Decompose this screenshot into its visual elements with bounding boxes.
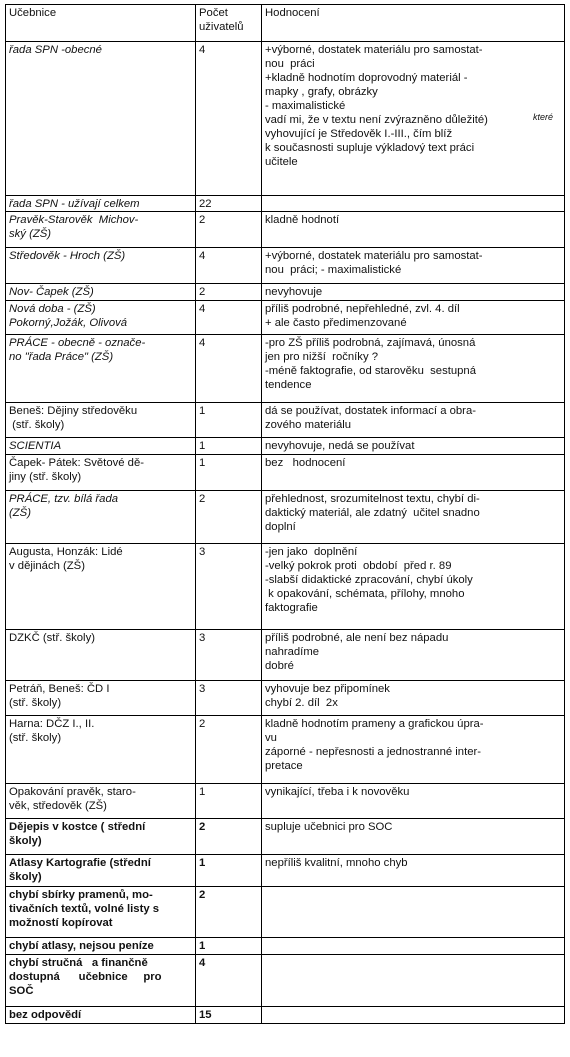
users-count-cell bbox=[196, 455, 262, 491]
rating-line: -velký pokrok proti období před r. 89 bbox=[265, 560, 452, 572]
users-count: 4 bbox=[199, 337, 206, 349]
users-count: 15 bbox=[199, 1009, 212, 1021]
users-count: 2 bbox=[199, 493, 206, 505]
table-row bbox=[6, 491, 565, 544]
users-count: 1 bbox=[199, 440, 206, 452]
rating-cell bbox=[262, 196, 565, 212]
users-count-cell bbox=[196, 819, 262, 855]
rating-cell bbox=[262, 716, 565, 784]
rating-line: -slabší didaktické zpracování, chybí úkoly bbox=[265, 574, 473, 586]
textbook-cell bbox=[6, 887, 196, 938]
textbook-cell bbox=[6, 196, 196, 212]
rating-line: +výborné, dostatek materiálu pro samostat- bbox=[265, 250, 483, 262]
textbook-line: dostupná učebnice pro bbox=[9, 971, 162, 983]
table-row bbox=[6, 438, 565, 455]
textbook-line: Augusta, Honzák: Lidé bbox=[9, 546, 123, 558]
table-row bbox=[6, 284, 565, 301]
rating-cell bbox=[262, 855, 565, 887]
rating-cell bbox=[262, 335, 565, 403]
rating-cell bbox=[262, 887, 565, 938]
textbook-cell bbox=[6, 212, 196, 248]
textbook-cell bbox=[6, 819, 196, 855]
table-row bbox=[6, 819, 565, 855]
rating-line: k současnosti supluje výkladový text práci bbox=[265, 142, 475, 154]
users-count-cell bbox=[196, 403, 262, 438]
handwritten-note: které bbox=[532, 112, 553, 122]
rating-line: supluje učebnici pro SOC bbox=[265, 821, 393, 833]
rating-line: faktografie bbox=[265, 602, 318, 614]
users-count: 4 bbox=[199, 957, 206, 969]
textbook-cell bbox=[6, 784, 196, 819]
rating-cell bbox=[262, 1007, 565, 1024]
table-row bbox=[6, 716, 565, 784]
rating-line: zového materiálu bbox=[265, 419, 352, 431]
users-count: 4 bbox=[199, 44, 206, 56]
rating-cell bbox=[262, 248, 565, 284]
textbook-line: SCIENTIA bbox=[9, 440, 62, 452]
rating-line: učitele bbox=[265, 156, 298, 168]
textbook-line: PRÁCE - obecně - označe- bbox=[9, 337, 146, 349]
textbook-cell bbox=[6, 438, 196, 455]
users-count: 2 bbox=[199, 718, 206, 730]
users-count-cell bbox=[196, 42, 262, 196]
users-count-cell bbox=[196, 284, 262, 301]
rating-line: dá se používat, dostatek informací a obra- bbox=[265, 405, 476, 417]
textbook-line: Středověk - Hroch (ZŠ) bbox=[9, 250, 126, 262]
textbook-cell bbox=[6, 455, 196, 491]
users-count-cell bbox=[196, 887, 262, 938]
rating-line: vadí mi, že v textu není zvýrazněno důležité) bbox=[265, 114, 488, 126]
textbook-line: Pokorný,Jožák, Olivová bbox=[9, 317, 128, 329]
table-row bbox=[6, 887, 565, 938]
users-count: 2 bbox=[199, 889, 206, 901]
table-body bbox=[6, 42, 565, 1024]
rating-line: nou práci bbox=[265, 58, 315, 70]
rating-line: záporné - nepřesnosti a jednostranné inter- bbox=[265, 746, 482, 758]
textbook-line: Atlasy Kartografie (střední bbox=[9, 857, 151, 869]
rating-cell bbox=[262, 938, 565, 955]
textbook-line: Harna: DČZ I., II. bbox=[9, 718, 95, 730]
rating-line: jen pro nižší ročníky ? bbox=[265, 351, 379, 363]
users-count: 4 bbox=[199, 303, 206, 315]
users-count-cell bbox=[196, 955, 262, 1007]
document-page bbox=[5, 4, 565, 1024]
header-textbook: Učebnice bbox=[6, 5, 196, 42]
rating-line: -jen jako doplnění bbox=[265, 546, 358, 558]
users-count-cell bbox=[196, 784, 262, 819]
table-row bbox=[6, 42, 565, 196]
users-count-cell bbox=[196, 212, 262, 248]
rating-line: - maximalistické bbox=[265, 100, 346, 112]
users-count: 1 bbox=[199, 857, 206, 869]
rating-line: + ale často předimenzované bbox=[265, 317, 407, 329]
table-row bbox=[6, 544, 565, 630]
header-rating: Hodnocení bbox=[262, 5, 565, 42]
rating-line: kladně hodnotím prameny a grafickou úpra- bbox=[265, 718, 484, 730]
textbook-cell bbox=[6, 248, 196, 284]
table-row bbox=[6, 248, 565, 284]
rating-line: nevyhovuje, nedá se používat bbox=[265, 440, 415, 452]
textbook-line: (ZŠ) bbox=[9, 507, 31, 519]
users-count-cell bbox=[196, 491, 262, 544]
textbook-cell bbox=[6, 716, 196, 784]
textbook-line: věk, středověk (ZŠ) bbox=[9, 800, 107, 812]
rating-cell bbox=[262, 630, 565, 681]
table-row bbox=[6, 403, 565, 438]
rating-line: -méně faktografie, od starověku sestupná bbox=[265, 365, 476, 377]
users-count: 2 bbox=[199, 286, 206, 298]
rating-line: pretace bbox=[265, 760, 303, 772]
rating-line: k opakování, schémata, přílohy, mnoho bbox=[265, 588, 465, 600]
header-users: Počet uživatelů bbox=[196, 5, 262, 42]
rating-line: bez hodnocení bbox=[265, 457, 346, 469]
rating-cell bbox=[262, 403, 565, 438]
rating-line: kladně hodnotí bbox=[265, 214, 340, 226]
textbook-cell bbox=[6, 938, 196, 955]
textbook-cell bbox=[6, 335, 196, 403]
rating-line: nahradíme bbox=[265, 646, 320, 658]
rating-cell bbox=[262, 212, 565, 248]
users-count-cell bbox=[196, 248, 262, 284]
textbook-line: tivačních textů, volné listy s bbox=[9, 903, 160, 915]
rating-line: vyhovující je Středověk I.-III., čím blíž bbox=[265, 128, 453, 140]
rating-cell bbox=[262, 301, 565, 335]
rating-cell bbox=[262, 455, 565, 491]
textbook-cell bbox=[6, 491, 196, 544]
users-count: 1 bbox=[199, 457, 206, 469]
textbook-line: no "řada Práce" (ZŠ) bbox=[9, 351, 114, 363]
textbook-line: Čapek- Pátek: Světové dě- bbox=[9, 457, 145, 469]
textbook-survey-table bbox=[5, 4, 565, 1024]
table-row bbox=[6, 855, 565, 887]
users-count-cell bbox=[196, 681, 262, 716]
textbook-line: Beneš: Dějiny středověku bbox=[9, 405, 138, 417]
textbook-cell bbox=[6, 544, 196, 630]
textbook-line: PRÁCE, tzv. bílá řada bbox=[9, 493, 119, 505]
rating-line: příliš podrobné, ale není bez nápadu bbox=[265, 632, 449, 644]
textbook-line: Nov- Čapek (ZŠ) bbox=[9, 286, 94, 298]
table-row bbox=[6, 335, 565, 403]
rating-line: dobré bbox=[265, 660, 294, 672]
rating-line: -pro ZŠ příliš podrobná, zajímavá, únosná bbox=[265, 337, 476, 349]
textbook-cell bbox=[6, 681, 196, 716]
textbook-line: v dějinách (ZŠ) bbox=[9, 560, 85, 572]
textbook-cell bbox=[6, 403, 196, 438]
users-count-cell bbox=[196, 716, 262, 784]
rating-cell bbox=[262, 784, 565, 819]
textbook-cell bbox=[6, 955, 196, 1007]
table-row bbox=[6, 301, 565, 335]
textbook-cell bbox=[6, 301, 196, 335]
rating-line: +kladně hodnotím doprovodný materiál - bbox=[265, 72, 468, 84]
textbook-line: Dějepis v kostce ( střední bbox=[9, 821, 146, 833]
rating-line: daktický materiál, ale zdatný učitel snadno bbox=[265, 507, 480, 519]
rating-line: doplní bbox=[265, 521, 296, 533]
textbook-line: možností kopírovat bbox=[9, 917, 113, 929]
textbook-line: Nová doba - (ZŠ) bbox=[9, 303, 96, 315]
textbook-cell bbox=[6, 42, 196, 196]
textbook-line: chybí atlasy, nejsou peníze bbox=[9, 940, 154, 952]
table-row bbox=[6, 938, 565, 955]
users-count-cell bbox=[196, 335, 262, 403]
rating-cell bbox=[262, 819, 565, 855]
users-count-cell bbox=[196, 196, 262, 212]
users-count: 1 bbox=[199, 786, 206, 798]
users-count: 4 bbox=[199, 250, 206, 262]
textbook-line: (stř. školy) bbox=[9, 732, 62, 744]
table-row bbox=[6, 196, 565, 212]
rating-line: nou práci; - maximalistické bbox=[265, 264, 402, 276]
users-count: 3 bbox=[199, 546, 206, 558]
textbook-line: bez odpovědí bbox=[9, 1009, 82, 1021]
rating-line: mapky , grafy, obrázky bbox=[265, 86, 378, 98]
rating-line: příliš podrobné, nepřehledné, zvl. 4. díl bbox=[265, 303, 460, 315]
textbook-line: DZKČ (stř. školy) bbox=[9, 632, 95, 644]
textbook-cell bbox=[6, 630, 196, 681]
textbook-line: Pravěk-Starověk Michov- bbox=[9, 214, 139, 226]
table-row bbox=[6, 681, 565, 716]
rating-cell bbox=[262, 438, 565, 455]
users-count-cell bbox=[196, 544, 262, 630]
users-count-cell bbox=[196, 938, 262, 955]
rating-line: vu bbox=[265, 732, 277, 744]
users-count-cell bbox=[196, 1007, 262, 1024]
table-row bbox=[6, 630, 565, 681]
users-count-cell bbox=[196, 301, 262, 335]
users-count: 3 bbox=[199, 683, 206, 695]
rating-cell bbox=[262, 544, 565, 630]
textbook-line: jiny (stř. školy) bbox=[9, 471, 82, 483]
textbook-line: školy) bbox=[9, 871, 42, 883]
rating-line: +výborné, dostatek materiálu pro samostat- bbox=[265, 44, 483, 56]
textbook-line: Opakování pravěk, staro- bbox=[9, 786, 136, 798]
textbook-cell bbox=[6, 855, 196, 887]
textbook-line: školy) bbox=[9, 835, 42, 847]
textbook-line: chybí stručná a finančně bbox=[9, 957, 148, 969]
users-count-cell bbox=[196, 438, 262, 455]
textbook-cell bbox=[6, 1007, 196, 1024]
rating-line: chybí 2. díl 2x bbox=[265, 697, 338, 709]
table-row bbox=[6, 784, 565, 819]
textbook-line: řada SPN - užívají celkem bbox=[9, 198, 140, 210]
users-count: 3 bbox=[199, 632, 206, 644]
textbook-line: ský (ZŠ) bbox=[9, 228, 52, 240]
header-row bbox=[6, 5, 565, 42]
users-count: 2 bbox=[199, 821, 206, 833]
users-count: 1 bbox=[199, 405, 206, 417]
rating-line: nepříliš kvalitní, mnoho chyb bbox=[265, 857, 408, 869]
textbook-line: (stř. školy) bbox=[9, 419, 65, 431]
textbook-line: Petráň, Beneš: ČD I bbox=[9, 683, 110, 695]
rating-cell bbox=[262, 284, 565, 301]
rating-line: tendence bbox=[265, 379, 312, 391]
rating-line: nevyhovuje bbox=[265, 286, 323, 298]
textbook-cell bbox=[6, 284, 196, 301]
table-row bbox=[6, 955, 565, 1007]
users-count: 1 bbox=[199, 940, 206, 952]
users-count: 22 bbox=[199, 198, 212, 210]
rating-cell bbox=[262, 955, 565, 1007]
rating-cell bbox=[262, 681, 565, 716]
textbook-line: (stř. školy) bbox=[9, 697, 62, 709]
users-count-cell bbox=[196, 855, 262, 887]
rating-line: přehlednost, srozumitelnost textu, chybí di- bbox=[265, 493, 480, 505]
rating-line: vynikající, třeba i k novověku bbox=[265, 786, 410, 798]
table-row bbox=[6, 212, 565, 248]
table-row bbox=[6, 455, 565, 491]
textbook-line: chybí sbírky pramenů, mo- bbox=[9, 889, 153, 901]
table-row bbox=[6, 1007, 565, 1024]
textbook-line: řada SPN -obecné bbox=[9, 44, 102, 56]
textbook-line: SOČ bbox=[9, 985, 34, 997]
users-count-cell bbox=[196, 630, 262, 681]
rating-cell bbox=[262, 491, 565, 544]
users-count: 2 bbox=[199, 214, 206, 226]
rating-line: vyhovuje bez připomínek bbox=[265, 683, 390, 695]
rating-cell bbox=[262, 42, 565, 196]
